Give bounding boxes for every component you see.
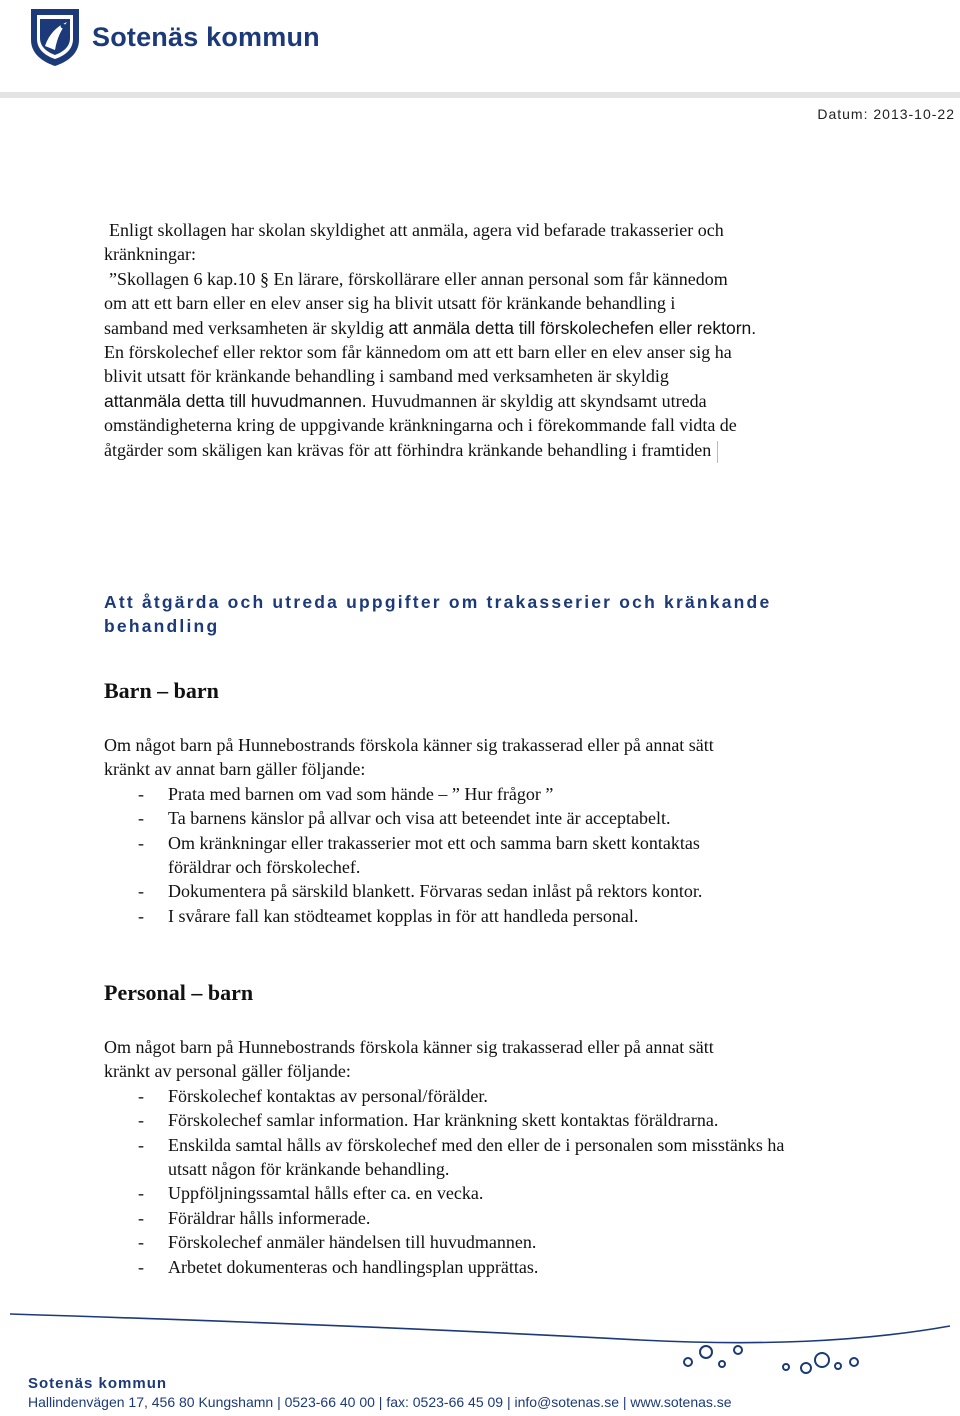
list-item: - Uppföljningssamtal hålls efter ca. en vecka. — [104, 1181, 864, 1205]
personal-intro-line: Om något barn på Hunnebostrands förskola känner sig trakasserad eller på annat sätt — [104, 1037, 714, 1057]
intro-section — [104, 218, 864, 463]
law-quote-line — [104, 438, 864, 463]
shield-logo-icon — [27, 6, 83, 68]
law-quote-line: blivit utsatt för kränkande behandling i samband med verksamheten är skyldig — [104, 366, 669, 387]
law-quote-line: En förskolechef eller rektor som får kännedom om att ett barn eller en elev anser sig ha — [104, 342, 732, 363]
list-item: - Arbetet dokumenteras och handlingsplan upprättas. — [104, 1255, 864, 1279]
list-item: - I svårare fall kan stödteamet kopplas in för att handleda personal. — [104, 904, 864, 928]
barn-intro-line: Om något barn på Hunnebostrands förskola känner sig trakasserad eller på annat sätt — [104, 735, 714, 755]
intro-line: kränkningar: — [104, 244, 196, 265]
law-quote-line: ”Skollagen 6 kap.10 § En lärare, förskollärare eller annan personal som får kännedom — [109, 268, 728, 289]
personal-section — [104, 1035, 864, 1279]
list-item: - Föräldrar hålls informerade. — [104, 1206, 864, 1230]
law-text-serif: åtgärder som skäligen kan krävas för att förhindra kränkande behandling i framtiden — [104, 439, 712, 460]
list-item: - Prata med barnen om vad som hände – ” Hur frågor ” — [104, 782, 864, 806]
list-item: - Ta barnens känslor på allvar och visa att beteendet inte är acceptabelt. — [104, 806, 864, 830]
document-date: Datum: 2013-10-22 — [817, 106, 955, 122]
personal-list — [104, 1084, 864, 1279]
text-cursor — [717, 441, 718, 463]
barn-heading: Barn – barn — [104, 678, 219, 703]
section-heading: Att åtgärda och utreda uppgifter om trakasserier och kränkande behandling — [104, 592, 772, 636]
law-text-serif: Huvudmannen är skyldig att skyndsamt utreda — [366, 390, 707, 411]
law-quote-line: omständigheterna kring de uppgivande kränkningarna och i förekommande fall vidta de — [104, 415, 737, 436]
personal-heading: Personal – barn — [104, 980, 254, 1005]
law-quote-line: om att ett barn eller en elev anser sig ha blivit utsatt för kränkande behandling i — [104, 293, 676, 314]
list-item: - Förskolechef samlar information. Har kränkning skett kontaktas föräldrarna. — [104, 1108, 864, 1132]
barn-intro-line: kränkt av annat barn gäller följande: — [104, 759, 366, 780]
law-quote-line — [104, 316, 864, 340]
list-item: - Om kränkningar eller trakasserier mot ett och samma barn skett kontaktas föräldrar och förskolechef. — [104, 831, 864, 880]
logo — [27, 6, 320, 68]
logo-text: Sotenäs kommun — [92, 21, 320, 52]
footer-contact: Hallindenvägen 17, 456 80 Kungshamn | 0523-66 40 00 | fax: 0523-66 45 09 | info@sotenas.se | www.sotenas.se — [28, 1394, 732, 1410]
law-quote-line — [104, 389, 864, 413]
personal-intro-line: kränkt av personal gäller följande: — [104, 1061, 351, 1082]
list-item: - Dokumentera på särskild blankett. Förvaras sedan inlåst på rektors kontor. — [104, 879, 864, 903]
footer-organization: Sotenäs kommun — [28, 1375, 168, 1392]
list-item: - Enskilda samtal hålls av förskolechef med den eller de i personalen som misstänks ha utsatt någon för kränkande behandling. — [104, 1133, 864, 1182]
barn-list — [104, 782, 864, 928]
header-rule — [0, 92, 960, 98]
law-text-serif: samband med verksamheten är skyldig — [104, 317, 389, 338]
intro-line: Enligt skollagen har skolan skyldighet att anmäla, agera vid befarade trakasserier och — [109, 220, 724, 240]
law-text-sans: attanmäla detta till huvudmannen. — [104, 390, 367, 411]
barn-section — [104, 733, 864, 928]
list-item: - Förskolechef kontaktas av personal/förälder. — [104, 1084, 864, 1108]
law-text-sans: att anmäla detta till förskolechefen eller rektorn. — [388, 317, 757, 338]
list-item: - Förskolechef anmäler händelsen till huvudmannen. — [104, 1230, 864, 1254]
